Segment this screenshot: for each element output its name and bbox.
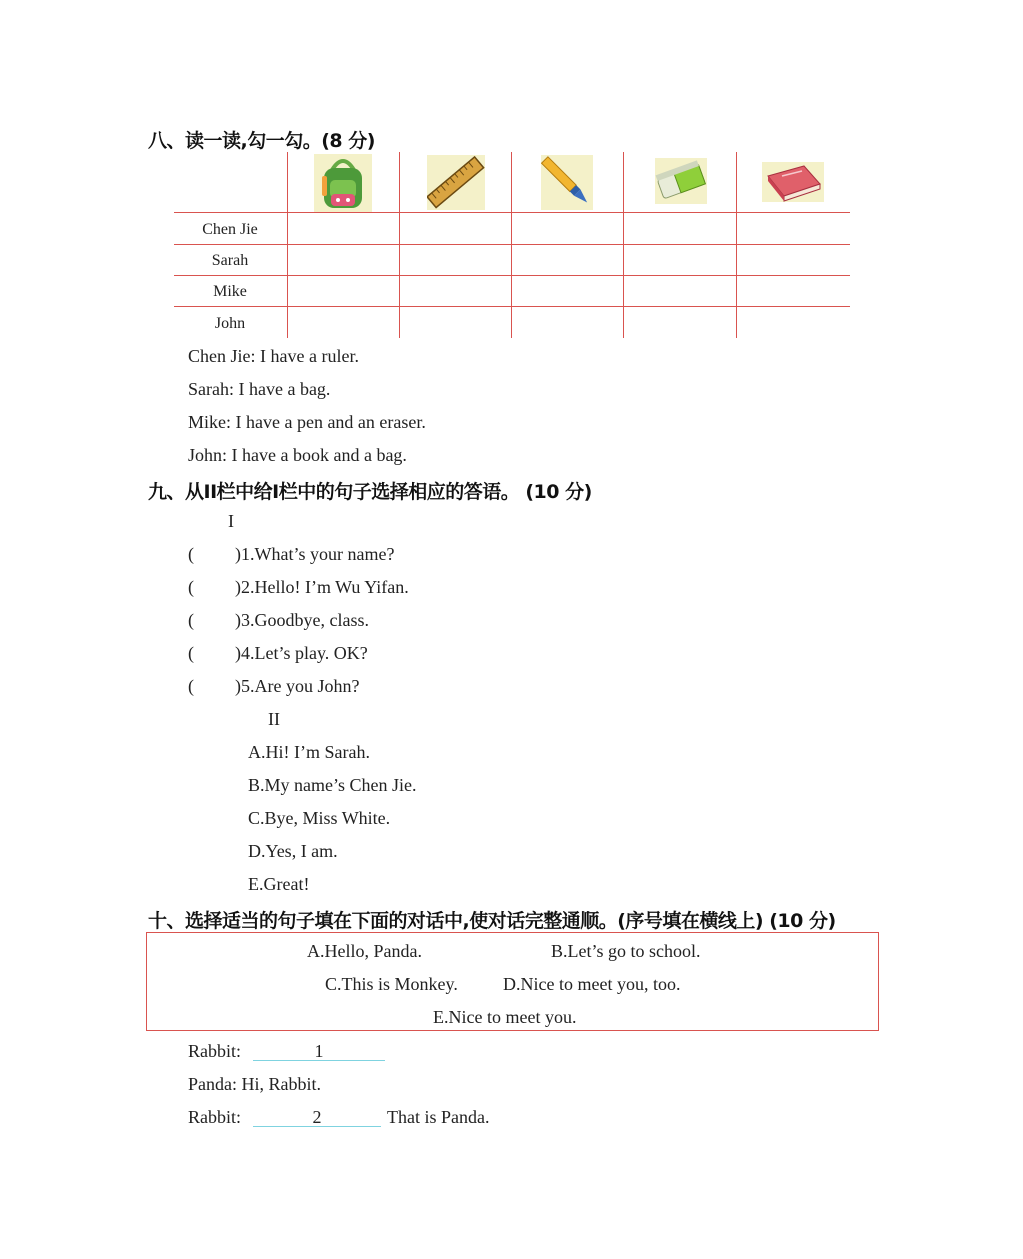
answer-option: E.Great!	[248, 874, 310, 894]
section10-heading: 十、选择适当的句子填在下面的对话中,使对话完整通顺。(序号填在横线上) (10 分)	[148, 910, 836, 932]
answer-option: D.Yes, I am.	[248, 841, 338, 861]
statement-line: Mike: I have a pen and an eraser.	[188, 412, 426, 432]
book-icon	[762, 162, 824, 202]
question-item: )2.Hello! I’m Wu Yifan.	[235, 577, 409, 597]
table-row-name: John	[214, 315, 246, 332]
question-item: )4.Let’s play. OK?	[235, 643, 368, 663]
statement-line: Sarah: I have a bag.	[188, 379, 331, 399]
question-item: )1.What’s your name?	[235, 544, 395, 564]
dialogue-speaker: Rabbit:	[188, 1041, 241, 1061]
answer-option: C.Bye, Miss White.	[248, 808, 391, 828]
answer-paren[interactable]: (	[188, 610, 194, 630]
option-item: C.This is Monkey.	[325, 974, 458, 994]
option-item: E.Nice to meet you.	[433, 1007, 577, 1027]
eraser-icon	[655, 158, 707, 204]
table-row-name: Chen Jie	[202, 221, 258, 238]
answer-paren[interactable]: (	[188, 643, 194, 663]
answer-paren[interactable]: (	[188, 544, 194, 564]
ruler-icon	[427, 155, 485, 210]
answer-paren[interactable]: (	[188, 577, 194, 597]
statement-line: Chen Jie: I have a ruler.	[188, 346, 359, 366]
column-label-i: I	[228, 511, 234, 531]
option-item: D.Nice to meet you, too.	[503, 974, 681, 994]
dialogue-line: Panda: Hi, Rabbit.	[188, 1074, 321, 1094]
backpack-icon	[314, 154, 372, 212]
column-label-ii: II	[268, 709, 280, 729]
table-row-name: Mike	[213, 283, 247, 300]
dialogue-speaker: Rabbit:	[188, 1107, 241, 1127]
blank-number: 2	[312, 1107, 322, 1127]
pen-icon	[541, 155, 593, 210]
blank-number: 1	[314, 1041, 324, 1061]
section9-heading: 九、从II栏中给I栏中的句子选择相应的答语。 (10 分)	[148, 481, 592, 503]
question-item: )5.Are you John?	[235, 676, 360, 696]
statement-line: John: I have a book and a bag.	[188, 445, 407, 465]
option-item: A.Hello, Panda.	[307, 941, 422, 961]
table-row-name: Sarah	[211, 252, 249, 269]
dialogue-continuation: That is Panda.	[387, 1107, 490, 1127]
question-item: )3.Goodbye, class.	[235, 610, 369, 630]
answer-option: A.Hi! I’m Sarah.	[248, 742, 370, 762]
option-item: B.Let’s go to school.	[551, 941, 701, 961]
answer-paren[interactable]: (	[188, 676, 194, 696]
answer-option: B.My name’s Chen Jie.	[248, 775, 417, 795]
section8-heading: 八、读一读,勾一勾。(8 分)	[148, 130, 375, 152]
